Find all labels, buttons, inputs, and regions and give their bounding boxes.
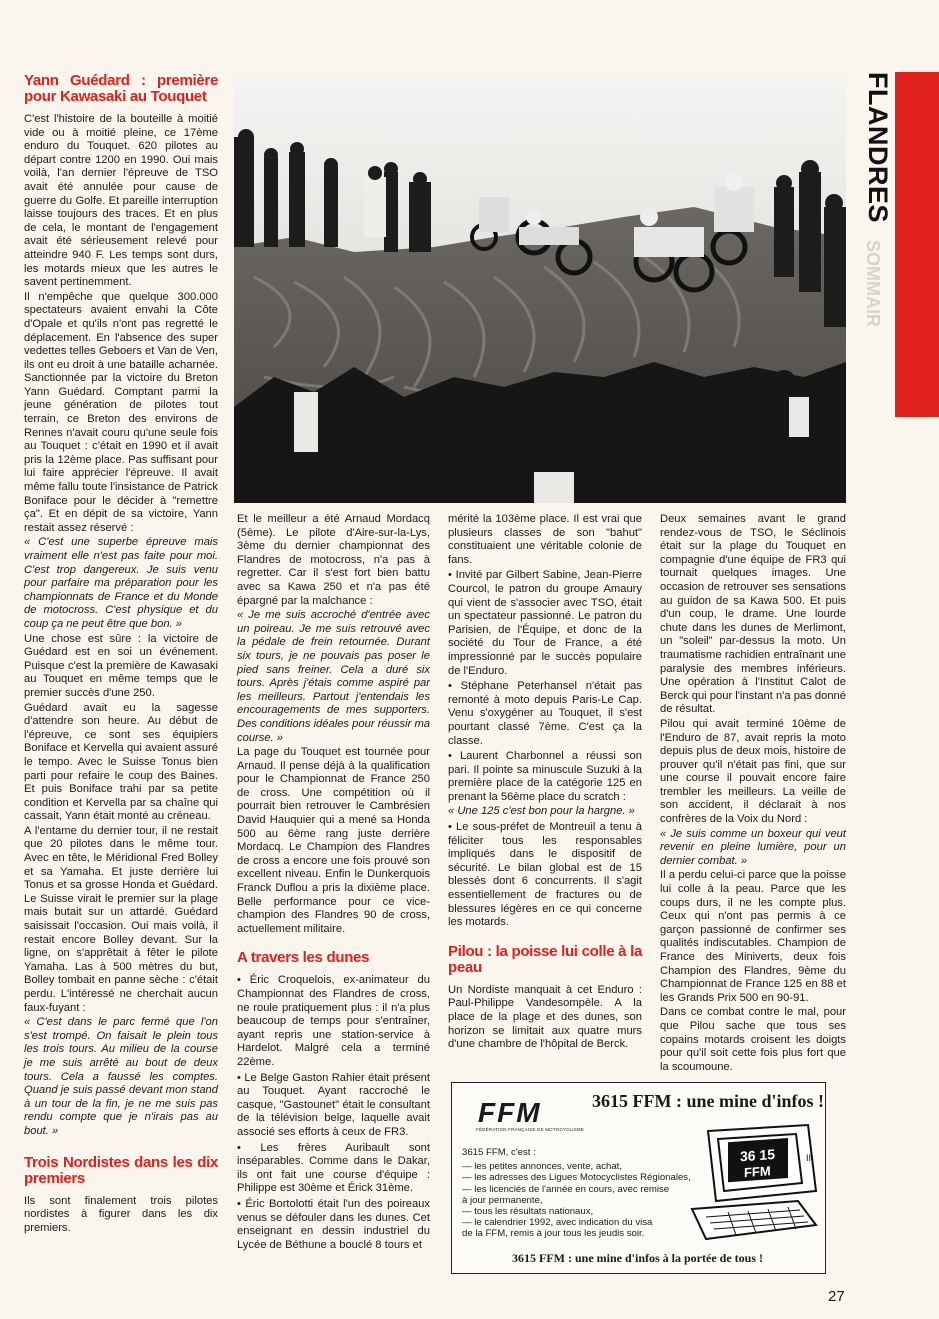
col2-paragraph-2: La page du Touquet est tournée pour Arnaud. Il pense déjà à la qualification pour le Championnat de France 250 de cross. Une compétition où il pourrait bien retrouver le Cambrésien David Hauquier qui a mené sa Honda 500 au 6ème rang juste derrière Mordacq. Le Champion des Flandres de cross a encore une fois prouvé son excellent niveau. Enfin le Dunkerquois Franck Duflou a pris la dixième place. Belle performance pour ce vice-champion des Flandres 90 de cross, actuellement militaire.: [237, 746, 430, 935]
ad-list: [462, 1147, 722, 1240]
ad-line: — tous les résultats nationaux,: [462, 1206, 594, 1218]
column-2: [237, 513, 430, 1253]
headline-guedard: Yann Guédard : première pour Kawasaki au Touquet: [24, 72, 218, 105]
section-color-tab: [895, 72, 939, 417]
headline-nordistes: Trois Nordistes dans les dix premiers: [24, 1153, 218, 1187]
col3-bullet-1: • Invité par Gilbert Sabine, Jean-Pierre Courcol, le patron du groupe Amaury qui vient de s'associer avec TSO, était un spectateur passionné. Le patron du Parisien, de l'Équipe, et donc de la société du Tour de France, a été impressionné par le succès populaire de l'Enduro.: [448, 569, 642, 677]
col3-bullet-3: • Laurent Charbonnel a réussi son pari. Il pointe sa minuscule Suzuki à la première place de la catégorie 125 en prenant la 56ème place du scratch :: [448, 750, 642, 803]
column-4: [660, 513, 846, 1075]
headline-pilou: Pilou : la poisse lui colle à la peau: [448, 942, 642, 976]
col1-quote-2: « C'est dans le parc fermé que l'on s'est trompé. On faisait le plein tous les trois tours. Au milieu de la course je me suis arrêté au bout de deux tours. Cela a faussé les comptes. Quand je suis passé devant mon stand à un tour de la fin, je ne me suis pas rendu compte que je n'irais pas au bout. »: [24, 1016, 218, 1137]
ad-line: à jour permanente,: [462, 1194, 543, 1206]
ffm-advertisement: [451, 1082, 826, 1274]
ad-line: — les licenciés de l'année en cours, avec remise: [462, 1183, 670, 1195]
ffm-logo: FFM: [478, 1097, 542, 1128]
col3-bullet-2: • Stéphane Peterhansel n'était pas remonté à moto depuis Paris-Le Cap. Venu s'oxygéner au Touquet, il s'est pourtant classé 7ème. C'est ça la classe.: [448, 680, 642, 747]
ad-line: — le calendrier 1992, avec indication du visa: [462, 1217, 653, 1229]
col3-paragraph-2: Un Nordiste manquait à cet Enduro : Paul-Philippe Vandesompèle. A la place de la plage et des dunes, son horizon se limitait aux quatre murs d'une chambre de l'hôpital de Berck.: [448, 983, 642, 1051]
ad-bottom-line: 3615 FFM : une mine d'infos à la portée de tous !: [512, 1251, 763, 1265]
col2-bullet-3: • Les frères Auribault sont inséparables. Comme dans le Dakar, ils ont fait une course d'équipe : Philippe est 30ème et Érick 31ème.: [237, 1141, 430, 1195]
col3-paragraph-1: mérité la 103ème place. Il est vrai que plusieurs classes de son "bahut" constituaient une véritable colonie de fans.: [448, 513, 642, 566]
ad-line: — les adresses des Ligues Motocyclistes Régionales,: [462, 1172, 691, 1184]
headline-dunes: A travers les dunes: [237, 949, 370, 967]
col3-bullet-4: • Le sous-préfet de Montreuil a tenu à féliciter tous les responsables impliqués dans le dispositif de sécurité. Le bilan global est de 15 blessés dont 6 concurrents. Il s'agit essentiellement de fractures ou de blessures légères en ce qui concerne les motards.: [448, 821, 642, 929]
minitel-computer-icon: [688, 1121, 823, 1243]
col1-paragraph-3: Une chose est sûre : la victoire de Guédard est en soi un événement. Puisque c'est la première de Kawasaki au Touquet en même temps que le premier succès d'une 250.: [24, 632, 218, 699]
col1-paragraph-4: Guédard avait eu la sagesse d'attendre son heure. Au début de l'épreuve, ce sont ses équipiers Boniface et Kervella qui avaient assuré le tempo. Avec le Suisse Tonus bien parti pour refaire le coup des Baines. Et puis Boniface trahi par sa petite condition et Kervella par sa chaîne qui cassait, Yann était monté au créneau.: [24, 701, 218, 823]
col4-paragraph-1: Deux semaines avant le grand rendez-vous de TSO, le Séclinois était sur la plage du Touquet en compagnie d'une équipe de FR3 qui tournait quelques images. Une occasion de retrouver ses sensations au guidon de sa Kawa 500. Et puis d'un coup, le drame. Une lourde chute dans les dunes de Merlimont, un "soleil" par-dessus la moto. Un traumatisme rachidien entraînant une paralysie des membres inférieurs. Une opération à l'Institut Calot de Berck qui pour l'instant n'a pas donné de résultat.: [660, 513, 846, 716]
page-number: 27: [828, 1288, 845, 1305]
col1-paragraph-1: C'est l'histoire de la bouteille à moitié vide ou à moitié pleine, ce 17ème enduro du Touquet. 620 pilotes au départ contre 1200 en 1990. Oui mais voilà, l'an dernier l'épreuve de TSO avait été annulée pour cause de guerre du Golfe. Et pareille interruption laisse toujours des traces. Et en plus de cela, le montant de l'engagement avait été sérieusement relevé pour atteindre 940 F. Les temps sont durs, les motards mieux que les autres le savent pertinemment.: [24, 113, 218, 289]
ad-intro: 3615 FFM, c'est :: [462, 1147, 536, 1158]
col2-paragraph-1: Et le meilleur a été Arnaud Mordacq (5ème). Le pilote d'Aire-sur-la-Lys, 3ème du dernier championnat des Flandres de motocross, n'a pas à regretter. Car il s'est fort bien battu avec sa Kawa 250 et n'a pas été épargné par la malchance :: [237, 513, 430, 607]
col2-quote-1: « Je me suis accroché d'entrée avec un poireau. Je me suis retrouvé avec la pédale de frein retournée. Durant six tours, je ne pouvais pas poser le pied sans freiner. Cela a duré six tours. Après j'étais comme aspiré par les meilleurs. Partout j'entendais les encouragements de mes supporters. Des conditions idéales pour réussir ma course. »: [237, 609, 430, 744]
col2-bullet-4: • Éric Bortolotti était l'un des poireaux venus se défouler dans les dunes. Cet enseignant en dessin industriel du Lycée de Béthune a bouclé 8 tours et: [237, 1197, 430, 1251]
ffm-logo-subtitle: FÉDÉRATION FRANÇAISE DE MOTOCYCLISME: [476, 1127, 585, 1132]
column-1: [24, 73, 218, 1236]
section-ghost-text: SOMMAIR: [863, 240, 883, 327]
col1-paragraph-6: Ils sont finalement trois pilotes nordistes à figurer dans les dix premiers.: [24, 1194, 218, 1234]
section-title: FLANDRES: [863, 72, 893, 223]
ad-line: — les petites annonces, vente, achat,: [462, 1161, 622, 1173]
col2-bullet-2: • Le Belge Gaston Rahier était présent au Touquet. Ayant raccroché le casque, "Gastounet" était le consultant de la télévision belge, laquelle avait associé ses efforts à ceux de FR3.: [237, 1071, 430, 1138]
col4-paragraph-3: Il a perdu celui-ci parce que la poisse lui colle à la peau. Parce que les coups durs, il ne les compte plus. Ceux qui n'ont pas permis à ce garçon passionné de confirmer ses qualités indiscutables. Champion de France des Miniverts, deux fois Champion des Flandres, 9ème du Championnat de France 125 en 88 et les Grands Prix 500 en 90-91.: [660, 869, 846, 1004]
photo-illustration: [234, 77, 846, 503]
col1-quote-1: « C'est une superbe épreuve mais vraiment elle n'est pas faite pour moi. C'est trop dangereux. Je suis venu pour parfaire ma préparation pour les championnats de France et du Monde de motocross. C'est physique et du coup ça ne peut être que bon. »: [24, 536, 218, 630]
screen-side-mark: III: [806, 1153, 814, 1163]
column-3: [448, 513, 642, 1053]
col3-quote-1: « Une 125 c'est bon pour la hargne. »: [448, 805, 635, 818]
col4-quote-1: « Je suis comme un boxeur qui veut revenir en pleine lumière, pour un dernier combat. »: [660, 827, 846, 867]
enduro-photo: [234, 77, 846, 503]
screen-text-top: 36 15: [740, 1145, 776, 1165]
ad-line: de la FFM, remis à jour tous les jeudis soir.: [462, 1228, 645, 1240]
col1-paragraph-5: A l'entame du dernier tour, il ne restait que 20 pilotes dans le même tour. Avec en tête, le Méridional Fred Bolley et sa Yamaha. Et juste derrière lui Tonus et sa grosse Honda et Guédard. Le Suisse virait le premier sur la plage mais butait sur un attardé. Guédard saisissait l'occasion. Oui mais voilà, il restait encore Bolley devant. Sur la ligne, on s'apprêtait à fêter le pilote Yamaha. Las à 500 mètres du but, Bolley tombait en panne sèche : c'était perdu. L'intéressé ne cherchait aucun faux-fuyant :: [24, 824, 218, 1014]
col4-paragraph-2: Pilou qui avait terminé 10ème de l'Enduro de 87, avait repris la moto depuis plus de deux mois, histoire de prouver qu'il n'était pas fini, que sur une course il pouvait encore faire trembler les meilleurs. La veille de son accident, il déclarait à nos confrères de la Voix du Nord :: [660, 717, 846, 826]
col2-bullet-1: • Éric Croquelois, ex-animateur du Championnat des Flandres de cross, ne roule pratiquement plus : il n'a plus beaucoup de temps pour s'entraîner, ayant repris une station-service à Hardelot. Malgré cela a terminé 22ème.: [237, 974, 430, 1068]
screen-text-bottom: FFM: [744, 1163, 771, 1181]
col1-paragraph-2: Il n'empêche que quelque 300.000 spectateurs avaient envahi la Côte d'Opale et qu'ils n'ont pas regretté le déplacement. En l'absence des super vedettes telles Geboers et Van de Ven, ils ont eu droit à une bataille acharnée. Sanctionnée par la victoire du Breton Yann Guédard. Comptant parmi la jeune génération de pilotes tout terrain, ce Breton des environs de Rennes n'avait couru qu'une seule fois au Touquet : c'était en 1990 et il avait pris la 12ème place. Pas suffisant pour lui faire apprécier l'épreuve. Il avait même fallu toute l'insistance de Patrick Boniface pour le décider à "remettre ça". Et en dépit de sa victoire, Yann restait assez réservé :: [24, 290, 218, 534]
ad-title: 3615 FFM : une mine d'infos !: [592, 1091, 824, 1111]
col4-paragraph-4: Dans ce combat contre le mal, pour que Pilou sache que tous ses copains motards croisent les doigts pour qu'il soit cette fois plus fort que la scoumoune.: [660, 1006, 846, 1073]
